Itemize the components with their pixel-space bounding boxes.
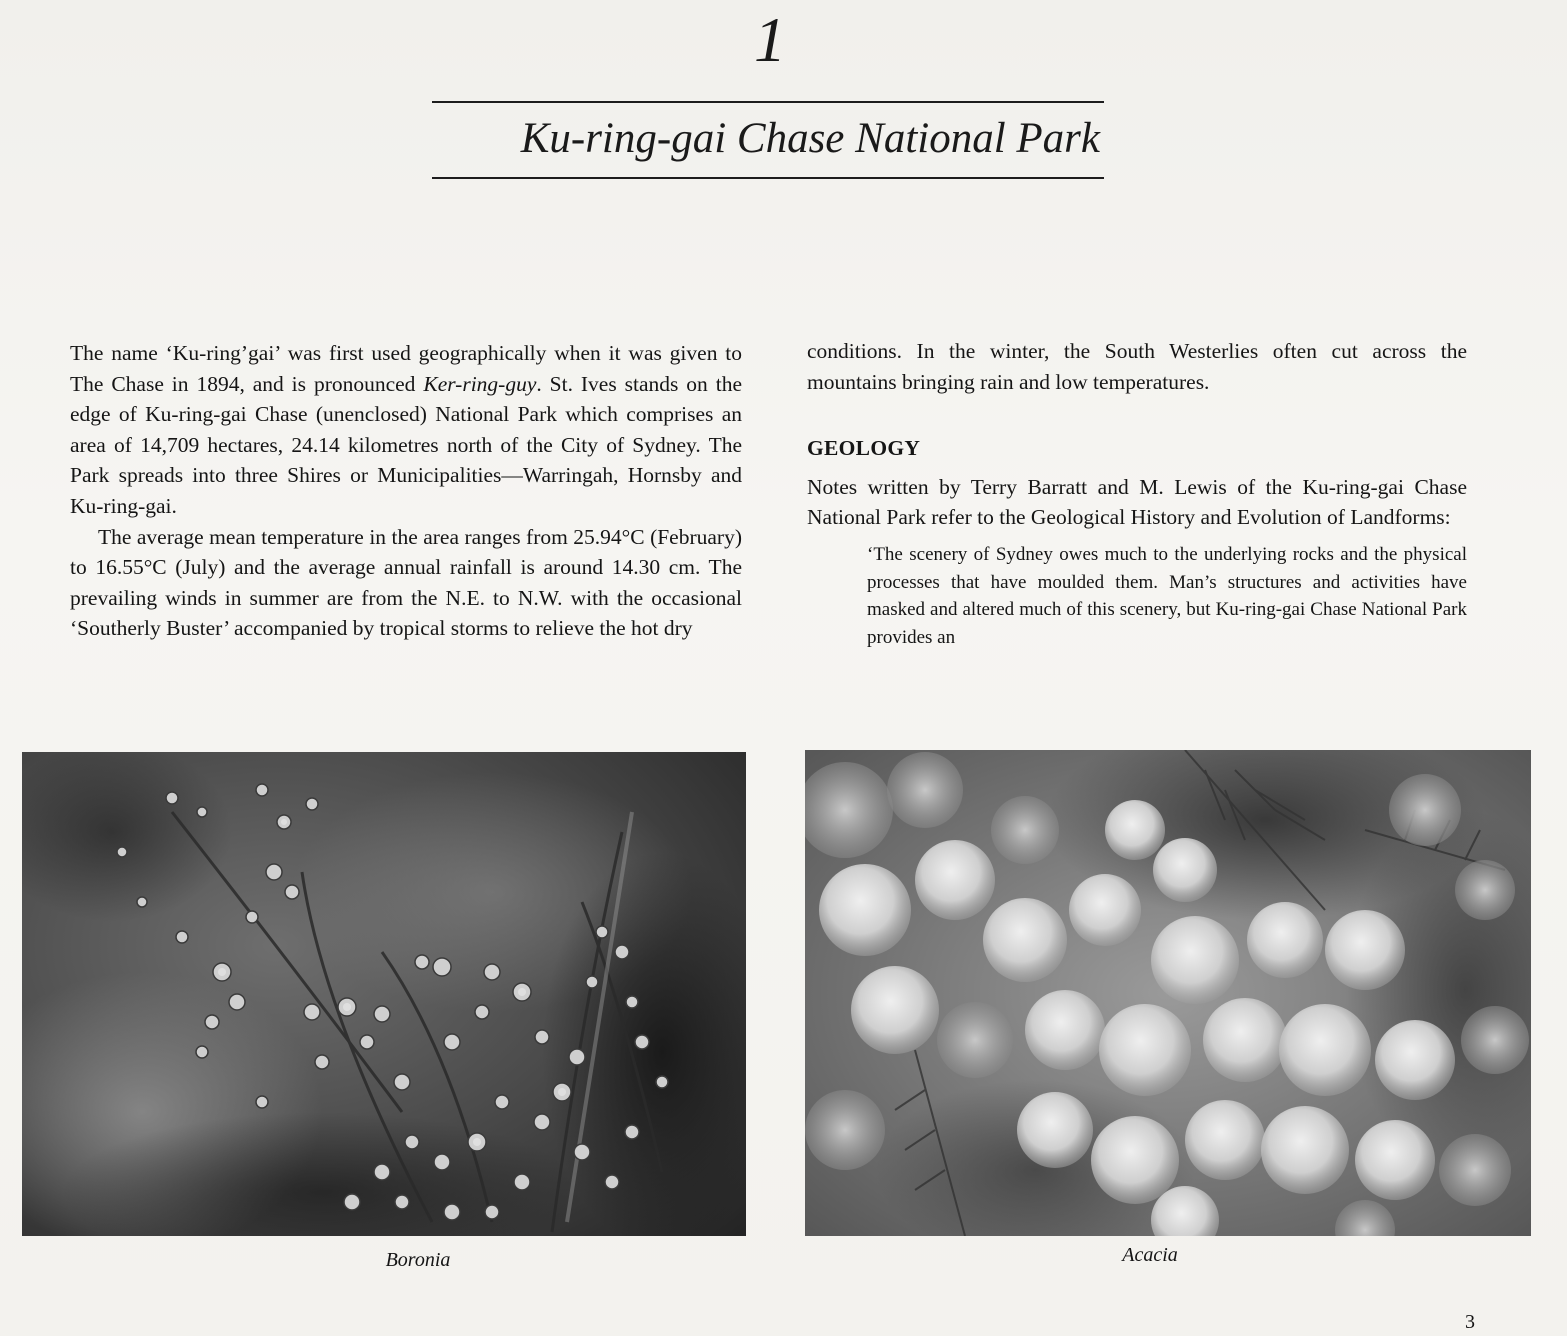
acacia-photo (805, 750, 1531, 1236)
right-text-column (807, 336, 1467, 651)
boronia-photo (22, 752, 746, 1236)
title-rule-bottom (432, 177, 1104, 179)
geology-heading: GEOLOGY (807, 436, 921, 461)
intro-text-start: The name ‘Ku-ring’gai’ was first used geographically when it was given to The Chase in 1894, and is pronounced (70, 341, 742, 396)
geology-quote: ‘The scenery of Sydney owes much to the underlying rocks and the physical processes that have moulded them. Man’s structures and activities have masked and altered much of this scenery, but Ku-ring-gai Chase National Park provides an (867, 543, 1467, 648)
climate-paragraph: The average mean temperature in the area ranges from 25.94°C (February) to 16.55°C (July) and the average annual rainfall is around 14.30 cm. The prevailing winds in summer are from the N.E. to N.W. with the occasional ‘Southerly Buster’ accompanied by tropical storms to relieve the hot dry (70, 524, 742, 641)
intro-paragraph (70, 338, 742, 522)
pronunciation: Ker-ring-guy (423, 371, 537, 396)
boronia-caption: Boronia (385, 1249, 451, 1271)
left-text-column (70, 338, 742, 644)
page-number: 3 (1465, 1311, 1475, 1333)
acacia-caption: Acacia (1122, 1244, 1178, 1266)
climate-continued-paragraph: conditions. In the winter, the South Westerlies often cut across the mountains bringing rain and low temperatures. (807, 339, 1467, 394)
geology-paragraph: Notes written by Terry Barratt and M. Lewis of the Ku-ring-gai Chase National Park refer to the Geological History and Evolution of Landforms: (807, 474, 1467, 530)
intro-text-end: . St. Ives stands on the edge of Ku-ring-gai Chase (unenclosed) National Park which comprises an area of 14,709 hectares, 24.14 kilometres north of the City of Sydney. The Park spreads into three Shires or Municipalities—Warringah, Hornsby and Ku-ring-gai. (70, 371, 742, 518)
chapter-number: 1 (754, 4, 786, 75)
title-rule-top (432, 101, 1104, 103)
chapter-title: Ku-ring-gai Chase National Park (520, 115, 1100, 162)
